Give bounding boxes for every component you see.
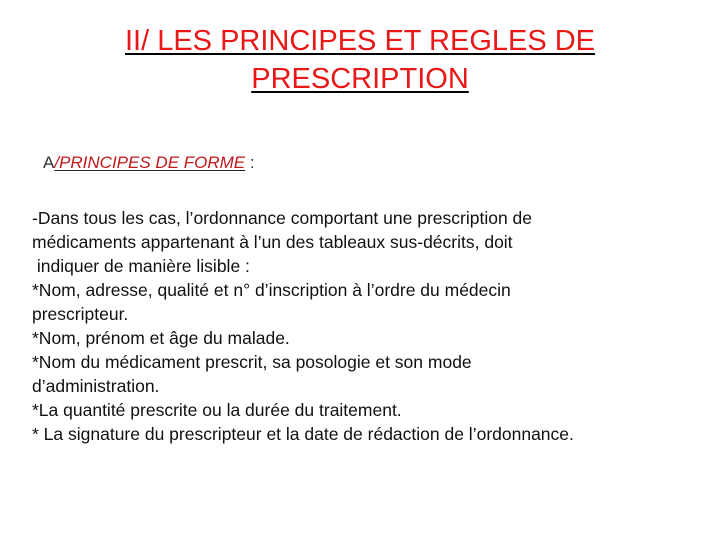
section-heading-label: /PRINCIPES DE FORME — [54, 153, 246, 172]
body-line: prescripteur. — [32, 304, 129, 324]
section-heading — [43, 153, 255, 173]
body-line: * La signature du prescripteur et la date de rédaction de l’ordonnance. — [32, 424, 574, 444]
body-line: *Nom du médicament prescrit, sa posologie et son mode — [32, 352, 472, 372]
title-line-2: PRESCRIPTION — [251, 63, 469, 95]
body-line: -Dans tous les cas, l’ordonnance comportant une prescription de — [32, 208, 532, 228]
body-line: d’administration. — [32, 376, 160, 396]
body-line: *Nom, adresse, qualité et n° d’inscription à l’ordre du médecin — [32, 280, 511, 300]
body-line: *Nom, prénom et âge du malade. — [32, 328, 290, 348]
body-line: indiquer de manière lisible : — [32, 256, 250, 276]
slide-title — [60, 22, 660, 98]
section-heading-prefix: A — [43, 153, 55, 172]
body-line: *La quantité prescrite ou la durée du traitement. — [32, 400, 402, 420]
body-text — [32, 206, 692, 446]
section-heading-suffix: : — [245, 153, 255, 172]
title-line-1: II/ LES PRINCIPES ET REGLES DE — [124, 25, 596, 57]
body-line: médicaments appartenant à l’un des tableaux sus-décrits, doit — [32, 232, 513, 252]
